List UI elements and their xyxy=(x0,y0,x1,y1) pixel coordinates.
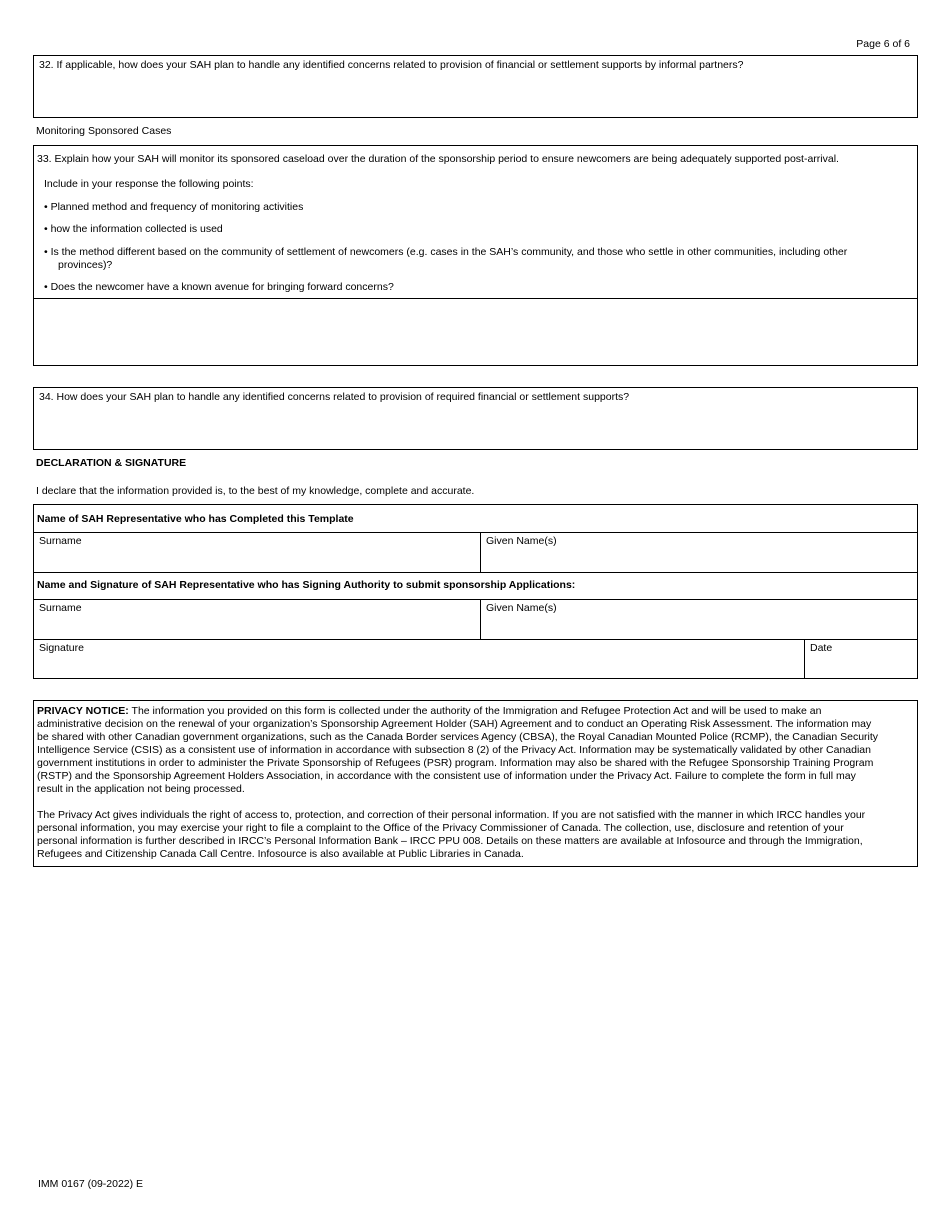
declaration-statement: I declare that the information provided is, to the best of my knowledge, complete and accurate. xyxy=(36,485,475,497)
date-field[interactable] xyxy=(805,640,917,678)
privacy-p1-l3: be shared with other Canadian government organizations, such as the Canada Border services Agency (CBSA), the Royal Canadian Mounted Police (RCMP), the Canadian Security xyxy=(37,731,879,743)
q33-divider xyxy=(34,298,917,299)
privacy-p2-l3: personal information is further described in IRCC’s Personal Information Bank – IRCC PPU 008. Details on these matters are available at Infosource and through the Immigration, xyxy=(37,835,863,847)
date-label: Date xyxy=(810,642,833,654)
privacy-p2-l4: Refugees and Citizenship Canada Call Centre. Infosource is also available at Public Libraries in Canada. xyxy=(37,848,524,860)
completed-by-given-names-field[interactable] xyxy=(481,533,917,572)
q34-answer-field[interactable] xyxy=(36,406,915,447)
completed-by-heading: Name of SAH Representative who has Completed this Template xyxy=(37,513,354,525)
given-names-label: Given Name(s) xyxy=(486,535,557,547)
declaration-heading: DECLARATION & SIGNATURE xyxy=(36,457,187,469)
given-names-label-2: Given Name(s) xyxy=(486,602,557,614)
q33-answer-field[interactable] xyxy=(36,301,915,363)
signing-authority-heading: Name and Signature of SAH Representative who has Signing Authority to submit sponsorship Applications: xyxy=(37,579,576,591)
privacy-p2-l1: The Privacy Act gives individuals the right of access to, protection, and correction of their personal information. If you are not satisfied with the manner in which IRCC handles your xyxy=(37,809,866,821)
q33-point-4: • Does the newcomer have a known avenue for bringing forward concerns? xyxy=(44,281,394,293)
q32-answer-field[interactable] xyxy=(36,74,915,115)
privacy-p1-l7: result in the application not being processed. xyxy=(37,783,245,795)
privacy-p2-l2: personal information, you may exercise your right to file a complaint to the Office of the Privacy Commissioner of Canada. The collection, use, disclosure and retention of your xyxy=(37,822,844,834)
q34-label: 34. How does your SAH plan to handle any identified concerns related to provision of required financial or settlement supports? xyxy=(39,391,630,403)
privacy-line-1 xyxy=(37,705,821,717)
monitoring-heading: Monitoring Sponsored Cases xyxy=(36,125,172,137)
q32-label: 32. If applicable, how does your SAH plan to handle any identified concerns related to provision of financial or settlement supports by informal partners? xyxy=(39,59,744,71)
privacy-p1-l4: Intelligence Service (CSIS) as a consistent use of information in accordance with subsection 8 (2) of the Privacy Act. Information may be systematically validated by other Canadian xyxy=(37,744,871,756)
signature-table xyxy=(33,504,918,679)
privacy-p1-l2: administrative decision on the renewal of your organization’s Sponsorship Agreement Holder (SAH) Agreement and to conduct an Operating Risk Assessment. The information may xyxy=(37,718,872,730)
q33-label: 33. Explain how your SAH will monitor its sponsored caseload over the duration of the sponsorship period to ensure newcomers are being adequately supported post-arrival. xyxy=(37,153,839,165)
completed-by-surname-field[interactable] xyxy=(34,533,480,572)
signing-authority-surname-field[interactable] xyxy=(34,600,480,639)
page-number: Page 6 of 6 xyxy=(856,38,910,50)
privacy-heading: PRIVACY NOTICE: xyxy=(37,705,129,717)
q32-box xyxy=(33,55,918,118)
q33-box xyxy=(33,145,918,366)
form-code: IMM 0167 (09-2022) E xyxy=(38,1178,144,1190)
signature-label: Signature xyxy=(39,642,84,654)
signature-field[interactable] xyxy=(34,640,804,678)
privacy-p1-l6: (RSTP) and the Sponsorship Agreement Holders Association, in accordance with the consistent use of information under the Privacy Act. Failure to complete the form in full may xyxy=(37,770,856,782)
q33-point-3-line-2: provinces)? xyxy=(58,259,113,271)
surname-label: Surname xyxy=(39,535,82,547)
signing-authority-given-names-field[interactable] xyxy=(481,600,917,639)
q33-intro: Include in your response the following points: xyxy=(44,178,254,190)
table-line xyxy=(34,572,917,573)
privacy-notice-box xyxy=(33,700,918,867)
privacy-p1-l1: The information you provided on this form is collected under the authority of the Immigration and Refugee Protection Act and will be used to make an xyxy=(131,705,822,717)
surname-label-2: Surname xyxy=(39,602,82,614)
privacy-p1-l5: government institutions in order to administer the Private Sponsorship of Refugees (PSR) program. Information may also be shared with the Refugee Sponsorship Training Program xyxy=(37,757,874,769)
q34-box xyxy=(33,387,918,450)
q33-point-3-line-1: • Is the method different based on the community of settlement of newcomers (e.g. cases in the SAH’s community, and those who settle in other communities, including other xyxy=(44,246,848,258)
q33-point-2: • how the information collected is used xyxy=(44,223,223,235)
q33-point-1: • Planned method and frequency of monitoring activities xyxy=(44,201,304,213)
